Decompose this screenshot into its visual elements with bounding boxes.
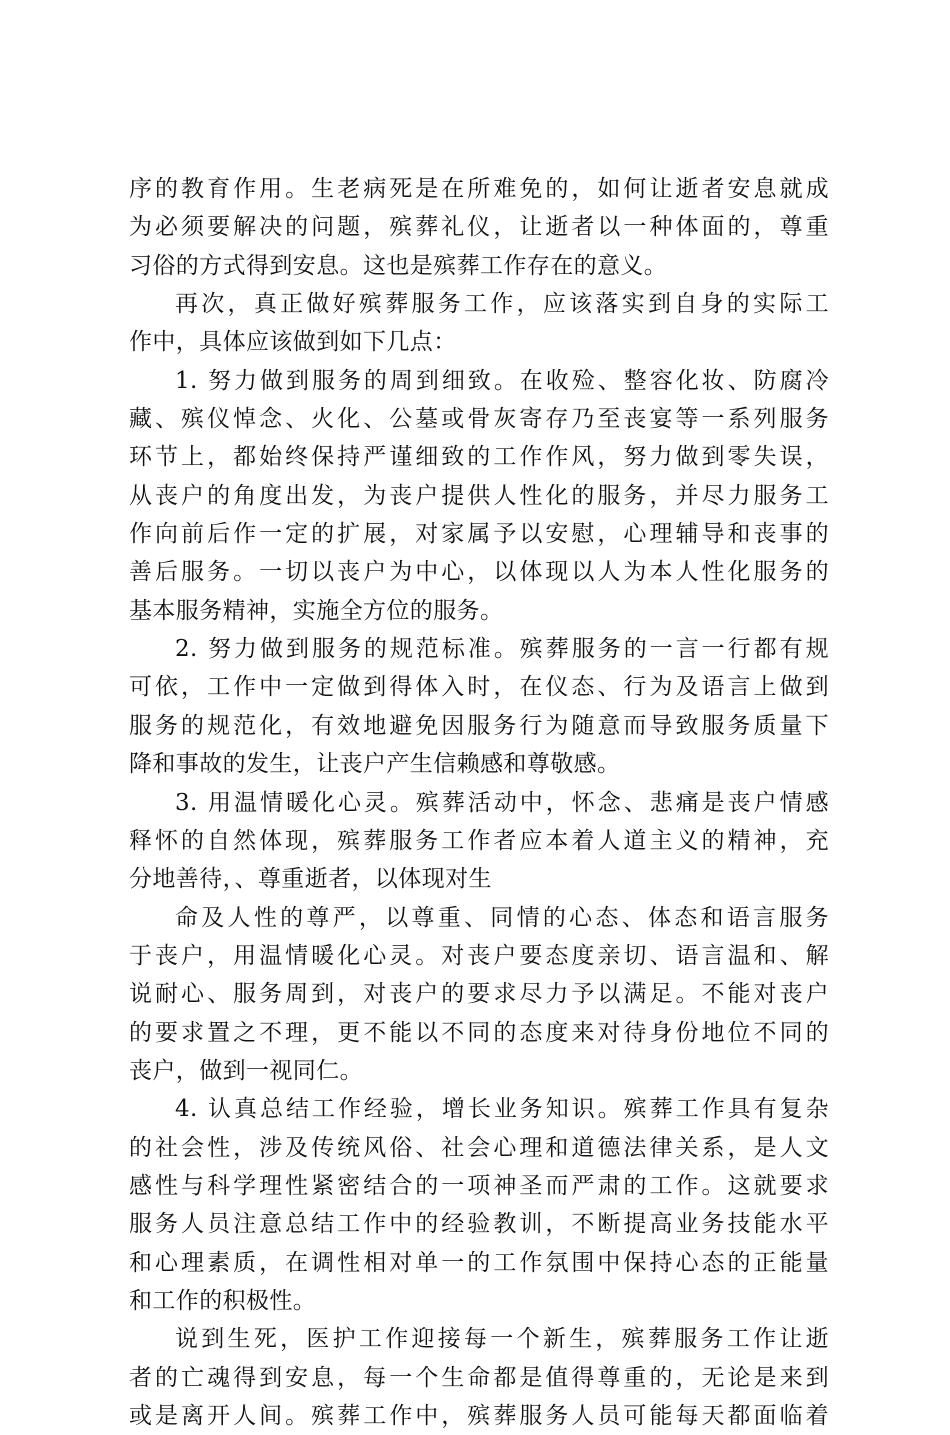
- paragraph-start-line: 说到生死，医护工作迎接每一个新生，殡葬服务工作让逝: [175, 1326, 829, 1353]
- text-line: 和心理素质，在调性相对单一的工作氛围中保持心态的正能量: [129, 1249, 829, 1276]
- text-line: 习俗的方式得到安息。这也是殡葬工作存在的意义。: [129, 252, 668, 279]
- text-line: 环节上，都始终保持严谨细致的工作作风，努力做到零失误，: [129, 444, 829, 471]
- text-line: 者的亡魂得到安息，每一个生命都是值得尊重的，无论是来到: [129, 1364, 829, 1391]
- text-line: 作向前后作一定的扩展，对家属予以安慰，心理辅导和丧事的: [129, 521, 829, 548]
- text-line: 感性与科学理性紧密结合的一项神圣而严肃的工作。这就要求: [129, 1172, 829, 1199]
- text-line: 的要求置之不理，更不能以不同的态度来对待身份地位不同的: [129, 1019, 829, 1046]
- list-item-3-start: 3. 用温情暖化心灵。殡葬活动中，怀念、悲痛是丧户情感: [175, 789, 829, 816]
- text-line: 藏、殡仪悼念、火化、公墓或骨灰寄存乃至丧宴等一系列服务: [129, 406, 829, 433]
- text-line: 丧户，做到一视同仁。: [129, 1057, 363, 1084]
- text-line: 服务的规范化，有效地避免因服务行为随意而导致服务质量下: [129, 712, 829, 739]
- text-line: 或是离开人间。殡葬工作中，殡葬服务人员可能每天都面临着: [129, 1403, 829, 1429]
- text-line: 可依，工作中一定做到得体入时，在仪态、行为及语言上做到: [129, 674, 829, 701]
- text-line: 善后服务。一切以丧户为中心，以体现以人为本人性化服务的: [129, 559, 829, 586]
- paragraph-start-line: 命及人性的尊严，以尊重、同情的心态、体态和语言服务: [175, 904, 829, 931]
- paragraph-start-line: 再次，真正做好殡葬服务工作，应该落实到自身的实际工: [175, 291, 829, 318]
- text-line: 释怀的自然体现，殡葬服务工作者应本着人道主义的精神，充: [129, 827, 829, 854]
- body-text: [129, 170, 829, 1435]
- text-line: 降和事故的发生，让丧户产生信赖感和尊敬感。: [129, 751, 621, 778]
- list-item-1-start: 1. 努力做到服务的周到细致。在收殓、整容化妆、防腐冷: [175, 367, 829, 394]
- text-line: 的社会性，涉及传统风俗、社会心理和道德法律关系，是人文: [129, 1134, 829, 1161]
- text-line: 服务人员注意总结工作中的经验教训，不断提高业务技能水平: [129, 1211, 829, 1238]
- text-line: 基本服务精神，实施全方位的服务。: [129, 597, 504, 624]
- text-line: 分地善待，、尊重逝者，以体现对生: [129, 866, 492, 893]
- text-line: 作中，具体应该做到如下几点：: [129, 329, 457, 356]
- text-line: 于丧户，用温情暖化心灵。对丧户要态度亲切、语言温和、解: [129, 942, 829, 969]
- text-line: 从丧户的角度出发，为丧户提供人性化的服务，并尽力服务工: [129, 482, 829, 509]
- list-item-4-start: 4. 认真总结工作经验，增长业务知识。殡葬工作具有复杂: [175, 1096, 829, 1123]
- text-line: 序的教育作用。生老病死是在所难免的，如何让逝者安息就成: [129, 176, 829, 202]
- list-item-2-start: 2. 努力做到服务的规范标准。殡葬服务的一言一行都有规: [175, 636, 829, 663]
- text-line: 和工作的积极性。: [129, 1287, 317, 1314]
- text-line: 为必须要解决的问题，殡葬礼仪，让逝者以一种体面的，尊重: [129, 214, 829, 241]
- text-line: 说耐心、服务周到，对丧户的要求尽力予以满足。不能对丧户: [129, 981, 829, 1008]
